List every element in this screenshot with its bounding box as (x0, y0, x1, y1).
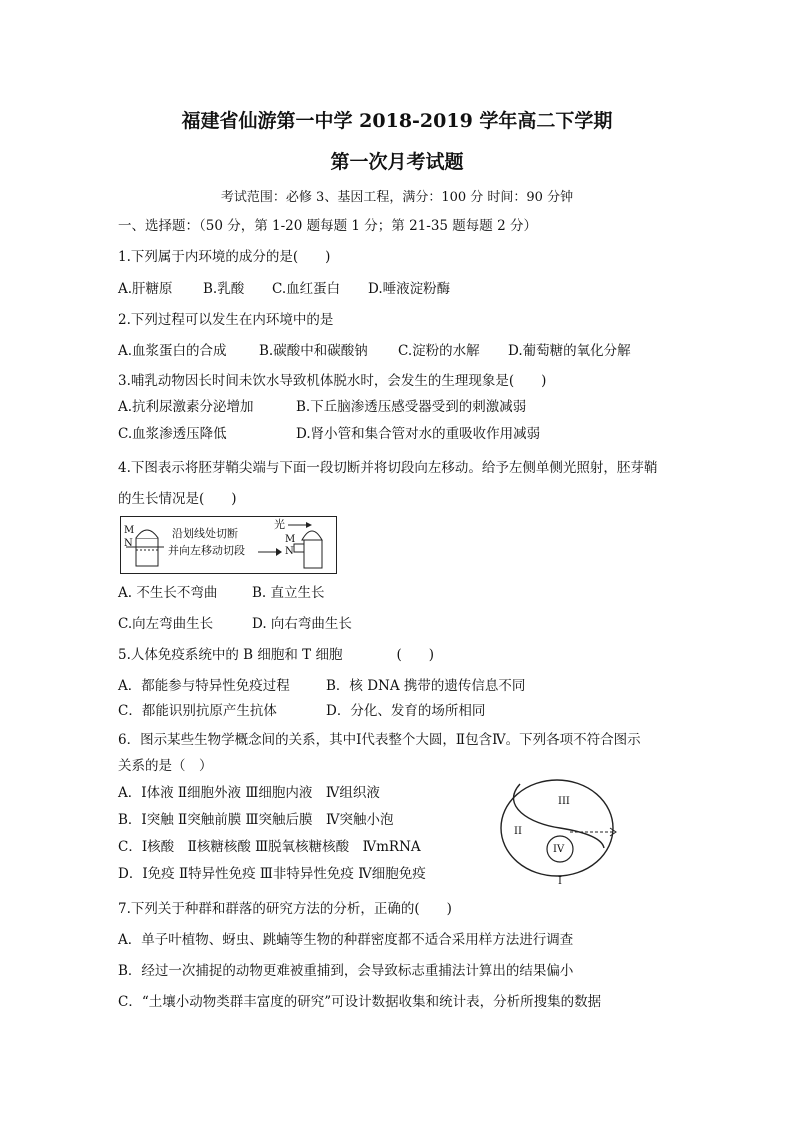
fig-label-n-right: N (285, 546, 294, 557)
title-line2: 第一次月考试题 (330, 151, 464, 173)
q6-option-a: A．Ⅰ体液 Ⅱ细胞外液 Ⅲ细胞内液 Ⅳ组织液 (118, 785, 380, 801)
fig-label-cut: 沿划线处切断 (172, 527, 238, 540)
region-label-i: I (558, 876, 562, 887)
q5-stem: 5.人体免疫系统中的 B 细胞和 T 细胞 ( ) (118, 647, 435, 663)
q3-option-a: A.抗利尿激素分泌增加 (118, 399, 254, 415)
q7-option-a: A．单子叶植物、蚜虫、跳蝻等生物的种群密度都不适合采用样方法进行调查 (118, 932, 574, 948)
q1-option-c: C.血红蛋白 (272, 281, 341, 297)
q3-option-c: C.血浆渗透压降低 (118, 426, 227, 442)
q5-option-d: D．分化、发育的场所相同 (326, 703, 486, 719)
q7-option-b: B．经过一次捕捉的动物更难被重捕到，会导致标志重捕法计算出的结果偏小 (118, 963, 574, 979)
region-label-ii: II (514, 826, 522, 837)
title-line1: 福建省仙游第一中学 2018-2019 学年高二下学期 (181, 110, 613, 132)
exam-info: 考试范围：必修 3、基因工程，满分：100 分 时间：90 分钟 (220, 190, 574, 205)
fig-label-n-left: N (124, 538, 133, 549)
fig-label-m-right: M (285, 534, 296, 545)
q1-option-b: B.乳酸 (203, 281, 245, 297)
q1-option-a: A.肝糖原 (118, 281, 173, 297)
q1-option-d: D.唾液淀粉酶 (368, 281, 451, 297)
q4-option-c: C.向左弯曲生长 (118, 616, 214, 632)
q4-option-a: A. 不生长不弯曲 (118, 585, 218, 601)
q2-option-a: A.血浆蛋白的合成 (118, 343, 227, 359)
q7-stem: 7.下列关于种群和群落的研究方法的分析，正确的( ) (118, 901, 452, 917)
q4-option-b: B. 直立生长 (252, 585, 325, 601)
q3-option-b: B.下丘脑渗透压感受器受到的刺激减弱 (296, 399, 527, 415)
q6-stem-line1: 6．图示某些生物学概念间的关系，其中Ⅰ代表整个大圆，Ⅱ包含Ⅳ。下列各项不符合图示 (118, 732, 641, 748)
q3-option-d: D.肾小管和集合管对水的重吸收作用减弱 (296, 426, 541, 442)
region-label-iii: III (558, 796, 570, 807)
q5-option-a: A．都能参与特异性免疫过程 (118, 678, 290, 694)
concept-circle-figure (490, 776, 622, 888)
q2-stem: 2.下列过程可以发生在内环境中的是 (118, 312, 334, 328)
q6-option-b: B．Ⅰ突触 Ⅱ突触前膜 Ⅲ突触后膜 Ⅳ突触小泡 (118, 812, 394, 828)
q1-stem: 1.下列属于内环境的成分的是( ) (118, 249, 331, 265)
q2-option-d: D.葡萄糖的氧化分解 (508, 343, 631, 359)
q4-option-d: D. 向右弯曲生长 (252, 616, 352, 632)
section-heading: 一、选择题：（50 分，第 1-20 题每题 1 分；第 21-35 题每题 2 分） (118, 218, 537, 234)
fig-label-move: 并向左移动切段 (168, 544, 245, 557)
q4-stem-line2: 的生长情况是( ) (118, 491, 237, 507)
q7-option-c: C．“土壤小动物类群丰富度的研究”可设计数据收集和统计表，分析所搜集的数据 (118, 994, 602, 1010)
fig-label-m-left: M (124, 525, 135, 536)
q3-stem: 3.哺乳动物因长时间未饮水导致机体脱水时，会发生的生理现象是( ) (118, 373, 547, 389)
q5-option-c: C．都能识别抗原产生抗体 (118, 703, 277, 719)
region-label-iv: IV (553, 844, 565, 855)
q4-stem-line1: 4.下图表示将胚芽鞘尖端与下面一段切断并将切段向左移动。给予左侧单侧光照射，胚芽鞘 (118, 460, 658, 476)
q6-option-d: D．Ⅰ免疫 Ⅱ特异性免疫 Ⅲ非特异性免疫 Ⅳ细胞免疫 (118, 866, 426, 882)
q6-option-c: C．Ⅰ核酸 Ⅱ核糖核酸 Ⅲ脱氧核糖核酸 ⅣmRNA (118, 839, 421, 855)
q5-option-b: B．核 DNA 携带的遗传信息不同 (326, 678, 526, 694)
q2-option-c: C.淀粉的水解 (398, 343, 480, 359)
q2-option-b: B.碳酸中和碳酸钠 (259, 343, 368, 359)
q6-stem-line2: 关系的是（ ） (118, 758, 213, 774)
fig-label-light: 光 (274, 518, 285, 531)
